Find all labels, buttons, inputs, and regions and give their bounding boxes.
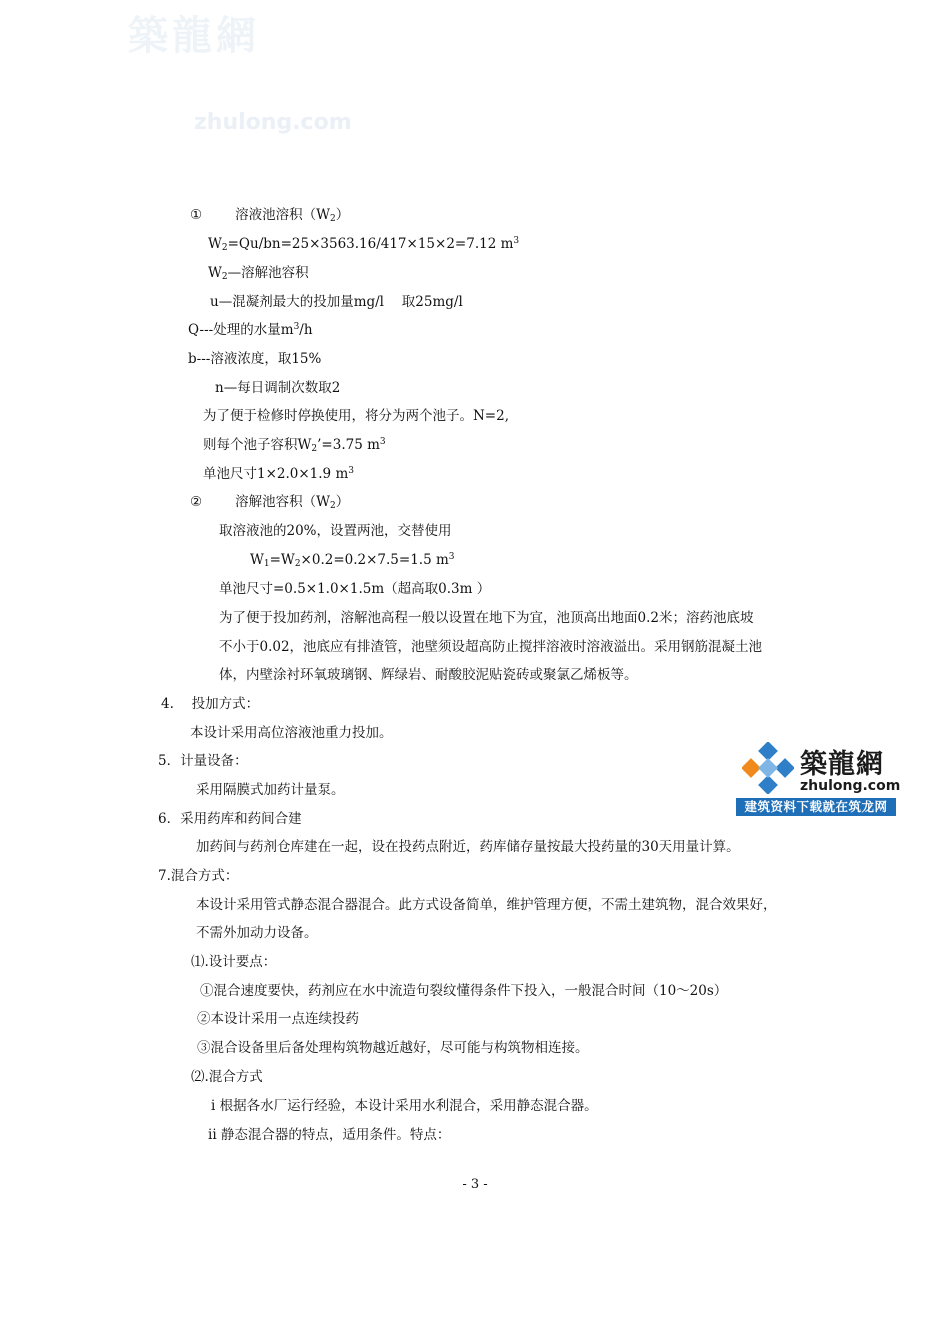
logo-url: zhulong.com <box>800 778 901 794</box>
watermark-brand: 築龍網 <box>128 13 260 59</box>
section-1-heading: ① 溶液池溶积$(W_2)$ <box>190 207 350 224</box>
list-item: ①混合速度要快，药剂应在水中流造句裂纹懂得条件下投入，一般混合时间（10～20s） <box>200 983 728 999</box>
list-item: ii 静态混合器的特点，适用条件。特点： <box>208 1127 451 1143</box>
watermark-url: zhulong.com <box>194 110 352 135</box>
body-text: 则每个池子容积$W_2’=3.75$ $m^3$ <box>203 437 386 454</box>
section-heading: 6．采用药库和药间合建 <box>158 811 302 827</box>
body-text: 单池尺寸1×2.0×1.9 $m^3$ <box>203 466 354 482</box>
body-text: 为了便于投加药剂，溶解池高程一般以设置在地下为宜，池顶高出地面0.2米；溶药池底坡 <box>219 610 754 626</box>
sub-heading: ⑵.混合方式 <box>191 1069 263 1085</box>
section-2-heading: ② 溶解池容积$(W_2)$ <box>190 494 350 511</box>
definition-line: b---溶液浓度，取15% <box>188 351 322 367</box>
list-item: i 根据各水厂运行经验，本设计采用水利混合，采用静态混合器。 <box>211 1098 598 1114</box>
circled-number: ① <box>190 207 203 223</box>
section-heading: 7.混合方式： <box>158 868 239 884</box>
section-heading: 5．计量设备： <box>158 753 248 769</box>
body-text: 不需外加动力设备。 <box>196 925 318 941</box>
zhulong-logo <box>736 738 901 816</box>
list-item: ③混合设备里后备处理构筑物越近越好，尽可能与构筑物相连接。 <box>197 1040 589 1056</box>
definition-line: n—每日调制次数取2 <box>215 380 341 396</box>
circled-number: ② <box>190 494 203 510</box>
definition-line: u—混凝剂最大的投加量mg/l 取25mg/l <box>210 294 463 310</box>
definition-line: Q---处理的水量$m^3/h$ <box>188 322 313 338</box>
formula-line: $W_1=W_2\times 0.2=0.2\times 7.5=1.5$ $m^3$ <box>250 552 455 569</box>
logo-name: 築龍網 <box>800 749 884 780</box>
formula-line: $W_2=Qu/bn=25\times 3563.16/417\times 15\times 2=7.12$ $m^3$ <box>208 236 520 253</box>
body-text: 单池尺寸=0.5×1.0×1.5m（超高取0.3m ） <box>219 581 491 597</box>
body-text: 采用隔膜式加药计量泵。 <box>196 782 345 798</box>
body-text: 加药间与药剂仓库建在一起，设在投药点附近，药库储存量按最大投药量的30天用量计算。 <box>196 839 740 855</box>
body-text: 本设计采用高位溶液池重力投加。 <box>190 725 393 741</box>
page-number: - 3 - <box>462 1177 488 1192</box>
body-text: 取溶液池的20%，设置两池，交替使用 <box>219 523 452 539</box>
list-item: ②本设计采用一点连续投药 <box>197 1011 359 1027</box>
body-text: 体，内壁涂衬环氧玻璃钢、辉绿岩、耐酸胶泥贴瓷砖或聚氯乙烯板等。 <box>219 667 638 683</box>
body-text: 为了便于检修时停换使用，将分为两个池子。N=2, <box>203 408 510 424</box>
definition-line: $W_2—$溶解池容积 <box>208 265 309 282</box>
sub-heading: ⑴.设计要点： <box>191 954 277 970</box>
body-text: 本设计采用管式静态混合器混合。此方式设备简单，维护管理方便，不需土建筑物，混合效果好， <box>196 897 777 913</box>
logo-tagline: 建筑资料下载就在筑龙网 <box>736 798 896 816</box>
logo-diamond-icon <box>742 742 794 794</box>
section-heading: 4. 投加方式： <box>161 696 260 712</box>
body-text: 不小于0.02，池底应有排渣管，池壁须设超高防止搅拌溶液时溶液溢出。采用钢筋混凝土池 <box>219 639 763 655</box>
